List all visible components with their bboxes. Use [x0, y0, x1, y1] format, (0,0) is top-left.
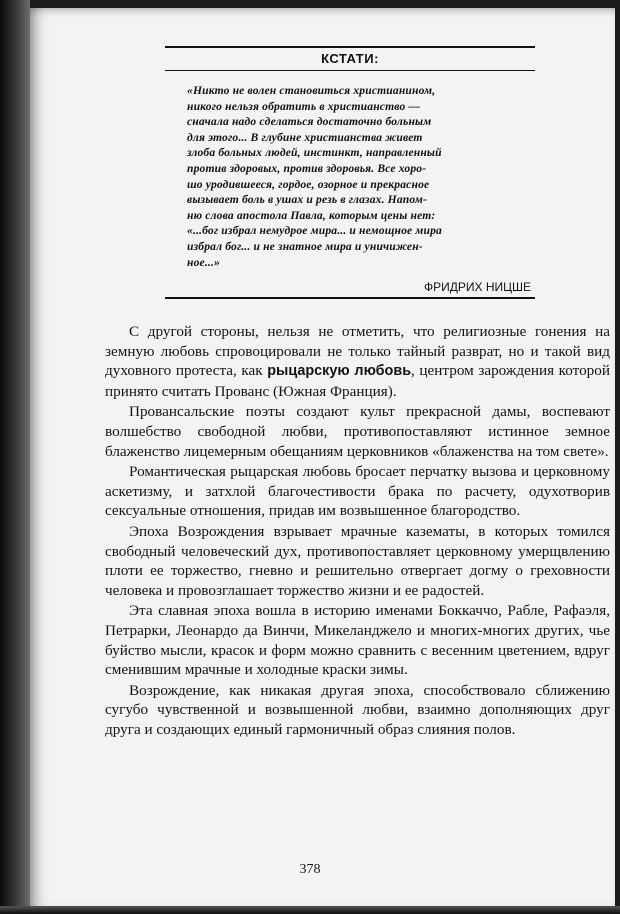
quote-line: «Никто не волен становиться христианином, — [187, 84, 436, 97]
quote-line: вызывает боль в ушах и резь в глазах. Напом- — [187, 193, 428, 207]
quote-line: никого нельзя обратить в христианство — — [187, 99, 421, 113]
quote-line: злоба больных людей, инстинкт, направленный — [187, 146, 442, 160]
quote-line: шо уродившееся, гордое, озорное и прекрасное — [187, 177, 430, 191]
main-text — [105, 322, 610, 739]
paragraph: Эта славная эпоха вошла в историю именами Боккаччо, Рабле, Рафаэля, Петрарки, Леонардо да Винчи, Микеланджело и многих-многих других, чье буйство мысли, красок и форм можно сравнить с весенним цветением, вдруг сменившим мрачные и холодные краски зимы. — [105, 602, 610, 679]
sidebar-bottom-rule — [165, 297, 535, 299]
quote-line: избрал бог... и не знатное мира и уничижен- — [187, 239, 423, 253]
kstati-sidebar-box — [165, 46, 535, 299]
sidebar-heading-rule — [165, 70, 535, 71]
paragraph: Возрождение, как никакая другая эпоха, способствовало сближению сугубо чувственной и возвышенной любви, взаимно дополняющих друг друга и создающих единый гармоничный образ слияния полов. — [105, 681, 610, 738]
page-bottom-edge — [0, 906, 620, 914]
paragraph: Романтическая рыцарская любовь бросает перчатку вызова и церковному аскетизму, и затхлой благочестивости брака по расчету, одухотворив сексуальные отношения, придав им возвышенное благородство. — [105, 463, 610, 520]
quote-author: ФРИДРИХ НИЦШЕ — [423, 280, 531, 295]
sidebar-top-rule — [165, 46, 535, 48]
page-number: 378 — [299, 862, 321, 877]
book-binding-shadow — [0, 0, 30, 914]
sidebar-heading: КСТАТИ: — [321, 51, 379, 66]
quote-line: ню слова апостола Павла, которым цены нет: — [187, 208, 436, 222]
quote-line: ное...» — [187, 255, 220, 269]
paragraph: С другой стороны, нельзя не отметить, что религиозные гонения на земную любовь спровоцировали не только тайный разврат, но и такой вид духовного протеста, как рыцарскую любовь, центром зарождения которой принято считать Прованс (Южная Франция). — [105, 323, 610, 400]
bold-term: рыцарскую любовь — [267, 363, 412, 380]
quote-line: сначала надо сделаться достаточно больным — [187, 115, 432, 129]
quote-line: «...бог избрал немудрое мира... и немощное мира — [187, 224, 442, 238]
paragraph: Эпоха Возрождения взрывает мрачные казематы, в которых томился свободный человеческий дух, противопоставляет церковному умерщвлению плоти ее торжество, гневно и решительно отвергает догму о греховности человека и провозглашает торжество жизни и ее радостей. — [105, 522, 610, 599]
quote-line: для этого... В глубине христианства живет — [187, 130, 423, 144]
paragraph: Провансальские поэты создают культ прекрасной дамы, воспевают волшебство свободной любви, противопоставляют истинное земное блаженство лицемерным обещаниям церковников «блаженства на том свете». — [105, 403, 610, 460]
quote-line: против здоровых, против здоровья. Все хоро- — [187, 161, 427, 175]
nietzsche-quote — [187, 83, 527, 270]
